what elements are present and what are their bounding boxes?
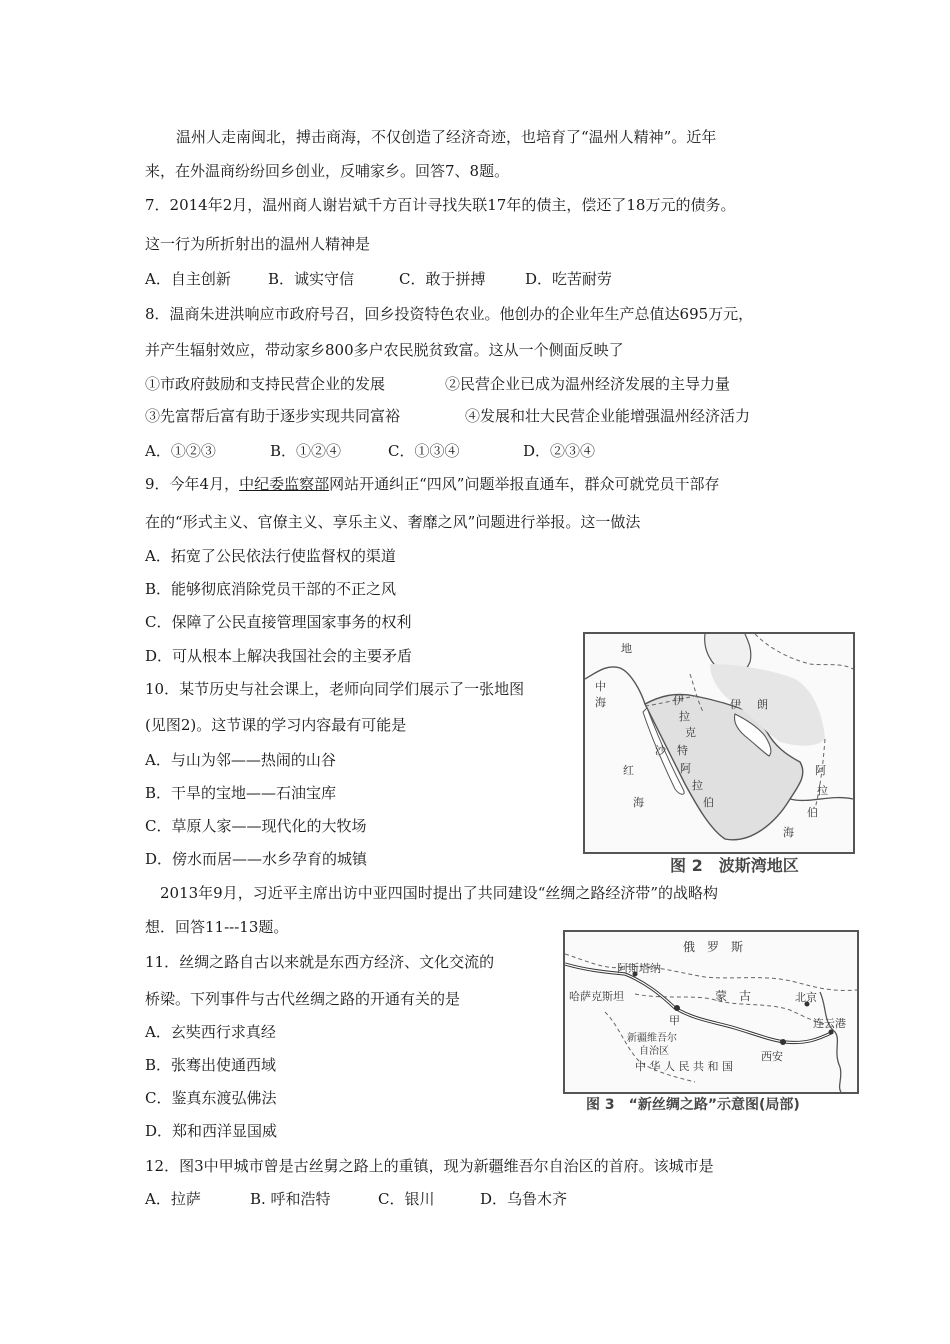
fig2-label-saudi-1: 沙 (655, 744, 666, 757)
q9-stem-line-2: 在的“形式主义、官僚主义、享乐主义、奢靡之风”问题进行举报。这一做法 (145, 513, 641, 531)
q8-option-b: B．①②④ (270, 442, 342, 460)
fig3-label-xian: 西安 (761, 1050, 783, 1063)
q9-stem-line-1 (145, 473, 719, 494)
fig3-label-kazakhstan: 哈萨克斯坦 (569, 990, 624, 1003)
q8-option-d: D．②③④ (523, 442, 596, 460)
q8-statements-row-2 (145, 405, 750, 426)
q9-underlined-org: 中纪委监察部 (239, 475, 330, 493)
q12-options (145, 1188, 567, 1209)
fig2-label-di: 地 (621, 642, 632, 655)
fig2-label-hai-1: 海 (595, 696, 606, 709)
fig3-label-beijing: 北京 (795, 991, 817, 1004)
q8-stem-line-1: 8．温商朱进洪响应市政府号召，回乡投资特色农业。他创办的企业年生产总值达695万元， (145, 305, 754, 323)
fig2-label-iraq-3: 克 (685, 726, 696, 739)
q9-option-b: B．能够彻底消除党员干部的不正之风 (145, 580, 397, 598)
fig2-label-saudi-3: 阿 (680, 762, 691, 775)
fig2-label-iraq-2: 拉 (679, 710, 690, 723)
q7-option-d: D．吃苦耐劳 (525, 270, 613, 288)
q8-stem-line-2: 并产生辐射效应，带动家乡800多户农民脱贫致富。这从一个侧面反映了 (145, 341, 624, 359)
intro-1-line-1: 温州人走南闽北，搏击商海，不仅创造了经济奇迹，也培育了“温州人精神”。近年 (176, 128, 717, 146)
q10-stem-line-2: (见图2)。这节课的学习内容最有可能是 (145, 716, 407, 734)
figure-3-silk-road-map (563, 930, 859, 1094)
figure-3-caption: 图 3 “新丝绸之路”示意图(局部) (586, 1097, 800, 1113)
fig2-label-saudi-2: 特 (677, 744, 688, 757)
q8-statement-3: ③先富帮后富有助于逐步实现共同富裕 (145, 407, 401, 425)
q12-option-b: B. 呼和浩特 (250, 1190, 331, 1208)
q8-statements-row-1 (145, 373, 730, 394)
fig2-label-red-sea-2: 海 (633, 796, 644, 809)
q7-options (145, 268, 612, 289)
q8-option-a: A．①②③ (145, 442, 216, 460)
fig2-label-red-sea-1: 红 (623, 764, 634, 777)
intro-1-line-2: 来，在外温商纷纷回乡创业，反哺家乡。回答7、8题。 (145, 162, 510, 180)
q9-option-c: C．保障了公民直接管理国家事务的权利 (145, 613, 412, 631)
fig2-label-arabian-sea-3: 伯 (807, 806, 818, 819)
q12-option-d: D．乌鲁木齐 (480, 1190, 568, 1208)
q7-stem-line-1: 7．2014年2月，温州商人谢岩斌千方百计寻找失联17年的债主，偿还了18万元的债务。 (145, 196, 736, 214)
q7-option-c: C．敢于拼搏 (399, 270, 486, 288)
fig3-label-jia: 甲 (669, 1014, 680, 1027)
fig2-label-iran-1: 伊 (730, 698, 741, 711)
figure-2-persian-gulf-map (583, 632, 855, 854)
q7-stem-line-2: 这一行为所折射出的温州人精神是 (145, 235, 371, 253)
fig2-label-saudi-4: 拉 (692, 779, 703, 792)
fig2-label-zhong: 中 (595, 680, 606, 693)
q8-statement-4: ④发展和壮大民营企业能增强温州经济活力 (465, 407, 751, 425)
fig2-label-arabian-sea-4: 海 (783, 826, 794, 839)
q8-statement-2: ②民营企业已成为温州经济发展的主导力量 (445, 375, 731, 393)
q11-option-c: C．鉴真东渡弘佛法 (145, 1089, 277, 1107)
figure-2-caption: 图 2 波斯湾地区 (670, 856, 799, 875)
fig3-label-russia: 俄 罗 斯 (683, 940, 744, 954)
q8-options (145, 440, 595, 461)
q9-option-a: A．拓宽了公民依法行使监督权的渠道 (145, 547, 396, 565)
q12-option-a: A．拉萨 (145, 1190, 201, 1208)
q9-option-d: D．可从根本上解决我国社会的主要矛盾 (145, 647, 413, 665)
q12-option-c: C．银川 (378, 1190, 435, 1208)
fig2-label-iraq-1: 伊 (673, 694, 684, 707)
q8-option-c: C．①③④ (388, 442, 460, 460)
q11-option-d: D．郑和西洋显国威 (145, 1122, 278, 1140)
q7-option-b: B．诚实守信 (268, 270, 355, 288)
q11-option-b: B．张骞出使通西域 (145, 1056, 277, 1074)
q10-option-a: A．与山为邻——热闹的山谷 (145, 751, 336, 769)
q10-option-d: D．傍水而居——水乡孕育的城镇 (145, 850, 368, 868)
fig2-label-saudi-5: 伯 (703, 796, 714, 809)
q11-stem-line-1: 11．丝绸之路自古以来就是东西方经济、文化交流的 (145, 953, 495, 971)
fig3-label-china: 中 华 人 民 共 和 国 (635, 1060, 733, 1073)
fig3-label-xinjiang-2: 自治区 (639, 1046, 669, 1057)
q9-stem-suffix: 网站开通纠正“四风”问题举报直通车，群众可就党员干部存 (329, 475, 720, 493)
q11-stem-line-2: 桥梁。下列事件与古代丝绸之路的开通有关的是 (145, 990, 461, 1008)
fig3-label-lianyungang: 连云港 (813, 1017, 846, 1030)
q10-stem-line-1: 10．某节历史与社会课上，老师向同学们展示了一张地图 (145, 680, 525, 698)
fig2-label-arabian-sea-2: 拉 (817, 784, 828, 797)
q10-option-c: C．草原人家——现代化的大牧场 (145, 817, 367, 835)
q12-stem-line-1: 12．图3中甲城市曾是古丝舅之路上的重镇，现为新疆维吾尔自治区的首府。该城市是 (145, 1157, 714, 1175)
intro-2-line-2: 想．回答11---13题。 (145, 918, 289, 936)
q7-option-a: A．自主创新 (145, 270, 231, 288)
fig2-label-arabian-sea-1: 阿 (815, 764, 826, 777)
fig3-label-mongolia: 蒙 古 (715, 989, 752, 1003)
q11-option-a: A．玄奘西行求真经 (145, 1023, 276, 1041)
fig3-label-xinjiang-1: 新疆维吾尔 (627, 1033, 677, 1044)
q8-statement-1: ①市政府鼓励和支持民营企业的发展 (145, 375, 386, 393)
fig3-label-astana: 阿斯塔纳 (617, 962, 661, 975)
q10-option-b: B．干旱的宝地——石油宝库 (145, 784, 337, 802)
q9-stem-prefix: 9．今年4月， (145, 475, 240, 493)
intro-2-line-1: 2013年9月，习近平主席出访中亚四国时提出了共同建设“丝绸之路经济带”的战略构 (160, 884, 719, 902)
fig2-label-iran-2: 朗 (757, 698, 768, 711)
